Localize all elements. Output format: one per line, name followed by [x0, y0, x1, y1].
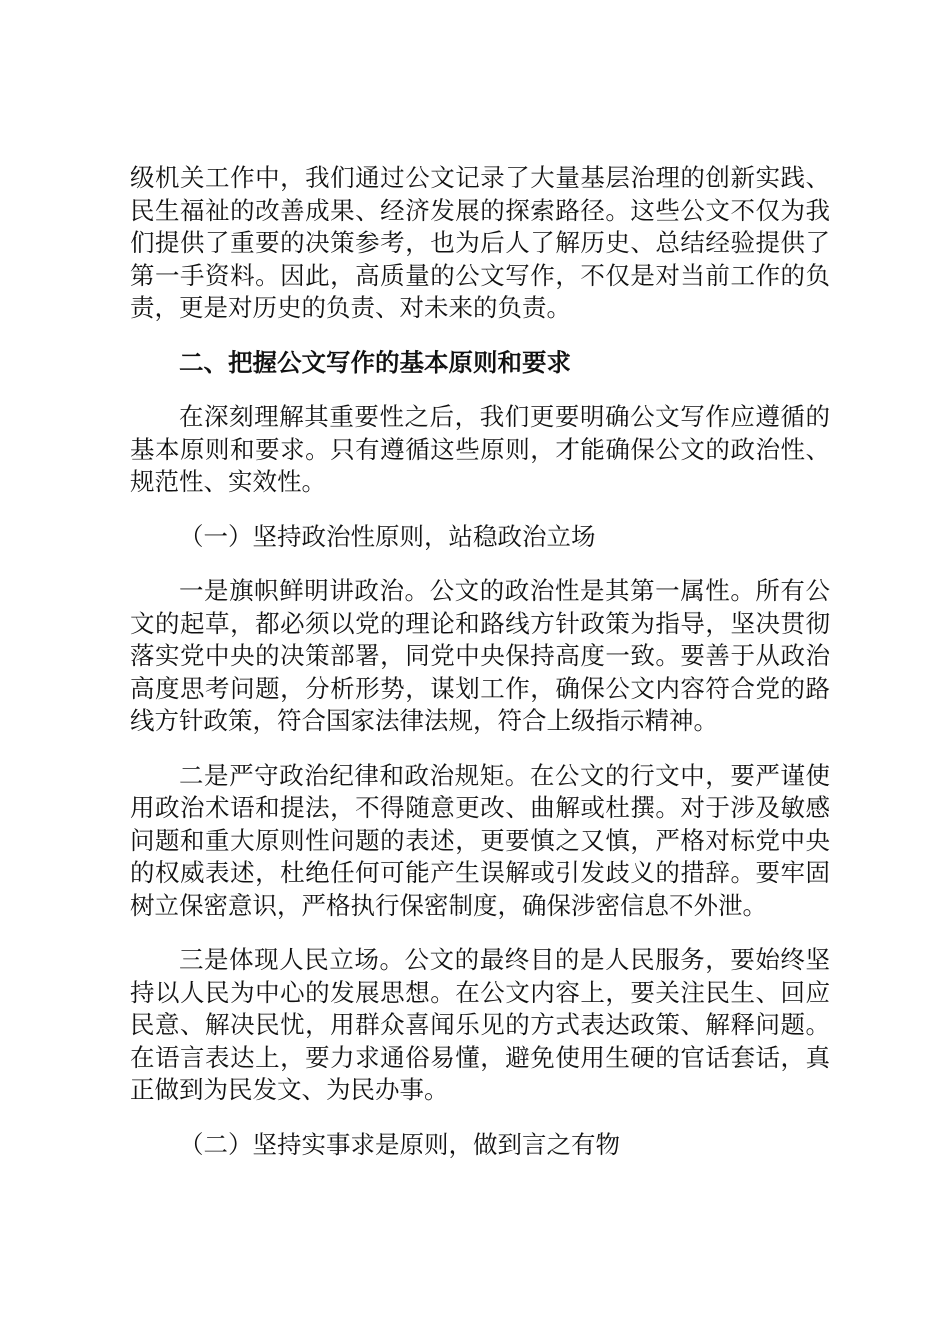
document-page	[130, 162, 830, 1183]
section-heading-2: 二、把握公文写作的基本原则和要求	[179, 347, 571, 377]
paragraph-point-2: 二是严守政治纪律和政治规矩。在公文的行文中，要严谨使用政治术语和提法，不得随意更改、曲解或杜撰。对于涉及敏感问题和重大原则性问题的表述，更要慎之又慎，严格对标党中央的权威表述，杜绝任何可能产生误解或引发歧义的措辞。要牢固树立保密意识，严格执行保密制度，确保涉密信息不外泄。	[130, 760, 830, 920]
paragraph-point-1: 一是旗帜鲜明讲政治。公文的政治性是其第一属性。所有公文的起草，都必须以党的理论和路线方针政策为指导，坚决贯彻落实党中央的决策部署，同党中央保持高度一致。要善于从政治高度思考问题，分析形势，谋划工作，确保公文内容符合党的路线方针政策，符合国家法律法规，符合上级指示精神。	[130, 576, 830, 735]
paragraph-continued: 级机关工作中，我们通过公文记录了大量基层治理的创新实践、民生福祉的改善成果、经济发展的探索路径。这些公文不仅为我们提供了重要的决策参考，也为后人了解历史、总结经验提供了第一手资料。因此，高质量的公文写作，不仅是对当前工作的负责，更是对历史的负责、对未来的负责。	[130, 163, 830, 322]
subsection-heading-1: （一）坚持政治性原则，站稳政治立场	[179, 521, 596, 551]
paragraph-intro: 在深刻理解其重要性之后，我们更要明确公文写作应遵循的基本原则和要求。只有遵循这些原则，才能确保公文的政治性、规范性、实效性。	[130, 402, 830, 496]
paragraph-point-3: 三是体现人民立场。公文的最终目的是人民服务，要始终坚持以人民为中心的发展思想。在公文内容上，要关注民生、回应民意、解决民忧，用群众喜闻乐见的方式表达政策、解释问题。在语言表达上，要力求通俗易懂，避免使用生硬的官话套话，真正做到为民发文、为民办事。	[130, 945, 830, 1104]
subsection-heading-2: （二）坚持实事求是原则，做到言之有物	[179, 1129, 620, 1159]
